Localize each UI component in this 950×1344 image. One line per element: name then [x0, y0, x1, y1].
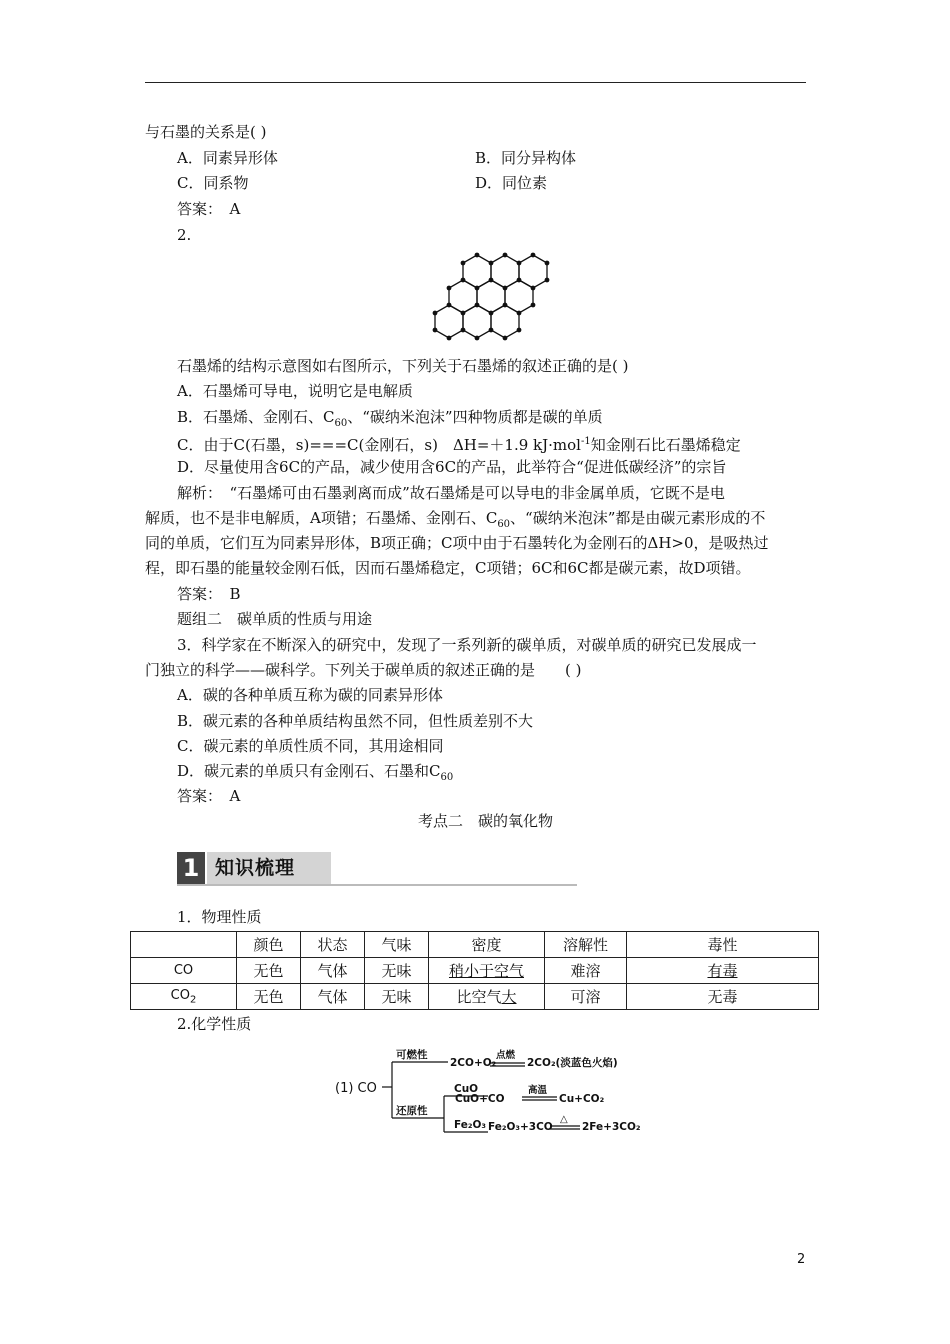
chemical-properties-title: 2.化学性质 — [177, 1015, 252, 1033]
co2-density-mark: 大 — [501, 988, 517, 1006]
q1-stem: 与石墨的关系是( ) — [145, 123, 267, 141]
table-cell: 无色 — [237, 984, 301, 1010]
table-cell: 气体 — [301, 984, 365, 1010]
cuo-equation-products: Cu+CO₂ — [559, 1093, 605, 1105]
q3-option-d: D．碳元素的单质只有金刚石、石墨和$C_{60}$ — [177, 762, 454, 783]
fe-condition: △ — [560, 1114, 568, 1125]
table-header-cell: 密度 — [429, 932, 545, 958]
q3-option-c: C．碳元素的单质性质不同，其用途相同 — [177, 737, 444, 755]
table-header-cell: 颜色 — [237, 932, 301, 958]
banner-underline — [177, 884, 577, 886]
table-header-cell: 毒性 — [627, 932, 819, 958]
fe2o3-branch-label: Fe₂O₃ — [454, 1119, 486, 1131]
banner-title: 知识梳理 — [207, 852, 331, 884]
table-cell: 比空气大 — [429, 984, 545, 1010]
table-cell: $CO_2$ — [131, 984, 237, 1010]
table-cell: 难溶 — [545, 958, 627, 984]
q3-option-b: B．碳元素的各种单质结构虽然不同，但性质差别不大 — [177, 712, 534, 730]
table-header-cell — [131, 932, 237, 958]
burn-condition: 点燃 — [496, 1050, 516, 1061]
q3-answer: 答案： A — [177, 787, 241, 805]
q2-option-d: D．尽量使用含6C的产品，减少使用含6C的产品，此举符合“促进低碳经济”的宗旨 — [177, 458, 727, 476]
table-header-cell: 气味 — [365, 932, 429, 958]
physical-properties-title: 1．物理性质 — [177, 908, 262, 926]
table-cell: 无毒 — [627, 984, 819, 1010]
table-cell: 可溶 — [545, 984, 627, 1010]
knowledge-banner — [177, 852, 577, 886]
burn-equation-products: 2CO₂(淡蓝色火焰) — [527, 1057, 618, 1069]
cuo-branch-label: CuO — [454, 1083, 479, 1095]
table-cell: 无色 — [237, 958, 301, 984]
co-density-value: 稍小于空气 — [448, 962, 524, 980]
table-header-cell: 溶解性 — [545, 932, 627, 958]
q1-option-d: D．同位素 — [475, 174, 548, 192]
banner-number: 1 — [177, 852, 205, 884]
q3-option-a: A．碳的各种单质互称为碳的同素异形体 — [177, 686, 443, 704]
page-number: 2 — [797, 1252, 806, 1267]
cuo-condition: 高温 — [528, 1085, 548, 1096]
q1-answer: 答案： A — [177, 200, 241, 218]
q2-answer: 答案： B — [177, 585, 241, 603]
q2-option-c: C．由于C(石墨，s)===C(金刚石，s) ΔH=＋1.9 kJ·mol$^{-1}$知金刚石比石墨烯稳定 — [177, 436, 741, 454]
fe-equation-products: 2Fe+3CO₂ — [582, 1121, 641, 1133]
q2-analysis-line3: 同的单质，它们互为同素异形体，B项正确；C项中由于石墨转化为金刚石的ΔH>0，是吸热过 — [145, 534, 769, 552]
q3-stem-line1: 3．科学家在不断深入的研究中，发现了一系列新的碳单质，对碳单质的研究已发展成一 — [177, 636, 757, 654]
table-row-co — [131, 958, 819, 984]
fe-equation-reactants: Fe₂O₃+3CO — [488, 1121, 553, 1133]
table-cell: 无味 — [365, 958, 429, 984]
q1-option-a: A．同素异形体 — [177, 149, 278, 167]
co-toxicity-value: 有毒 — [707, 962, 738, 980]
q2-analysis-line1: 解析： “石墨烯可由石墨剥离而成”故石墨烯是可以导电的非金属单质，它既不是电 — [177, 484, 725, 502]
q2-option-a: A．石墨烯可导电，说明它是电解质 — [177, 382, 413, 400]
table-cell — [627, 958, 819, 984]
table-row-co2 — [131, 984, 819, 1010]
q2-number: 2. — [177, 226, 192, 244]
table-cell: CO — [131, 958, 237, 984]
table-cell: 气体 — [301, 958, 365, 984]
q1-option-b: B．同分异构体 — [475, 149, 577, 167]
q1-option-c: C．同系物 — [177, 174, 249, 192]
properties-table — [130, 931, 819, 1010]
burn-equation-reactants: 2CO+O₂ — [450, 1057, 497, 1069]
q2-analysis-line4: 程，即石墨的能量较金刚石低，因而石墨烯稳定，C项错；6C和6C都是碳元素，故D项错。 — [145, 559, 751, 577]
graphene-structure-figure — [420, 246, 566, 348]
table-header-cell: 状态 — [301, 932, 365, 958]
q2-option-b: B．石墨烯、金刚石、$C_{60}$、“碳纳米泡沫”四种物质都是碳的单质 — [177, 408, 603, 429]
branch-flammable-label: 可燃性 — [396, 1049, 428, 1061]
q2-stem: 石墨烯的结构示意图如右图所示，下列关于石墨烯的叙述正确的是( ) — [177, 357, 629, 375]
branch-reducing-label: 还原性 — [396, 1105, 428, 1117]
table-header-row — [131, 932, 819, 958]
q2-analysis-line2: 解质，也不是非电解质，A项错；石墨烯、金刚石、$C_{60}$、“碳纳米泡沫”都是由碳元素形成的不 — [145, 509, 766, 530]
section-title: 考点二 碳的氧化物 — [418, 812, 554, 830]
co-reaction-diagram — [330, 1038, 660, 1138]
header-rule — [145, 82, 806, 83]
table-cell — [429, 958, 545, 984]
diagram-co-label: (1) CO — [335, 1081, 377, 1096]
table-cell: 无味 — [365, 984, 429, 1010]
q3-stem-line2: 门独立的科学——碳科学。下列关于碳单质的叙述正确的是 ( ) — [145, 661, 582, 679]
cuo-equation-reactants: CuO+CO — [455, 1093, 505, 1105]
group-heading: 题组二 碳单质的性质与用途 — [177, 610, 373, 628]
